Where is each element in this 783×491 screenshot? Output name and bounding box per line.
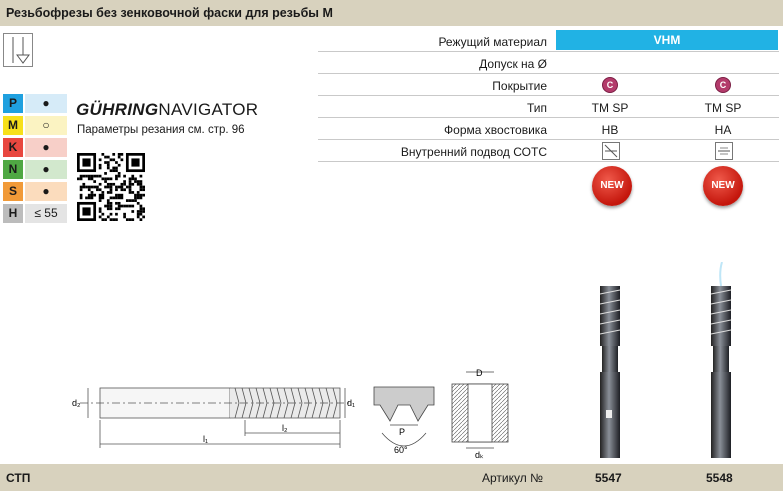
cutting-material-label: Режущий материал bbox=[438, 35, 547, 49]
tool-image-5547 bbox=[592, 280, 628, 460]
material-suitability: ● bbox=[25, 182, 67, 201]
tolerance-label: Допуск на Ø bbox=[479, 57, 547, 71]
dim-l2: l₂ bbox=[282, 423, 288, 433]
row-coating bbox=[0, 74, 783, 96]
material-row-n bbox=[3, 160, 67, 179]
row-divider bbox=[318, 161, 779, 162]
thread-mill-drawing bbox=[60, 378, 360, 458]
material-letter: S bbox=[3, 182, 23, 201]
shank-value: HA bbox=[714, 123, 732, 137]
no-coolant-icon bbox=[602, 142, 620, 160]
material-letter: P bbox=[3, 94, 23, 113]
new-badge: NEW bbox=[703, 166, 743, 206]
logo-light-text: NAVIGATOR bbox=[158, 100, 259, 119]
coating-label: Покрытие bbox=[492, 79, 547, 93]
material-letter: H bbox=[3, 204, 23, 223]
footer-bar bbox=[0, 464, 783, 491]
cutting-params-note: Параметры резания см. стр. 96 bbox=[77, 124, 245, 136]
article-label: Артикул № bbox=[482, 471, 543, 485]
row-cutting-material bbox=[0, 30, 783, 52]
type-label: Тип bbox=[526, 101, 547, 115]
material-letter: M bbox=[3, 116, 23, 135]
dim-l1: l₁ bbox=[203, 434, 209, 444]
coolant-label: Внутренний подвод СОТС bbox=[400, 145, 547, 159]
row-coolant bbox=[0, 140, 783, 162]
dim-d2: d₂ bbox=[72, 398, 81, 408]
title-bar bbox=[0, 0, 783, 26]
type-value: TM SP bbox=[704, 101, 742, 115]
material-suitability: ● bbox=[25, 94, 67, 113]
new-badge: NEW bbox=[592, 166, 632, 206]
dim-dk: dₖ bbox=[475, 450, 484, 460]
internal-coolant-icon bbox=[715, 142, 733, 160]
bore-section-drawing bbox=[446, 366, 516, 460]
dim-pitch: P bbox=[399, 427, 406, 437]
dim-D: D bbox=[476, 368, 483, 378]
material-suitability: ○ bbox=[25, 116, 67, 135]
material-suitability: ≤ 55 bbox=[25, 204, 67, 223]
dim-angle: 60° bbox=[394, 445, 408, 455]
article-number-5548[interactable]: 5548 bbox=[706, 471, 733, 485]
coating-c-icon: C bbox=[715, 77, 731, 93]
article-number-5547[interactable]: 5547 bbox=[595, 471, 622, 485]
type-value: TM SP bbox=[591, 101, 629, 115]
material-row-h bbox=[3, 204, 67, 223]
page-title: Резьбофрезы без зенковочной фаски для резьбы М bbox=[6, 6, 333, 20]
cutting-material-value: VHM bbox=[556, 30, 778, 50]
material-letter: K bbox=[3, 138, 23, 157]
coating-c-icon: C bbox=[602, 77, 618, 93]
row-shank bbox=[0, 118, 783, 140]
footer-stp: СТП bbox=[6, 471, 31, 485]
shank-value: HB bbox=[601, 123, 619, 137]
material-suitability: ● bbox=[25, 138, 67, 157]
material-row-s bbox=[3, 182, 67, 201]
material-suitability: ● bbox=[25, 160, 67, 179]
qr-code[interactable] bbox=[77, 153, 145, 221]
logo-bold-text: GÜHRING bbox=[76, 100, 159, 119]
row-tolerance bbox=[0, 52, 783, 74]
tool-image-5548 bbox=[703, 262, 739, 460]
shank-label: Форма хвостовика bbox=[444, 123, 547, 137]
dim-d1: d₁ bbox=[347, 398, 356, 408]
row-type bbox=[0, 96, 783, 118]
thread-profile-drawing bbox=[372, 383, 436, 461]
material-letter: N bbox=[3, 160, 23, 179]
